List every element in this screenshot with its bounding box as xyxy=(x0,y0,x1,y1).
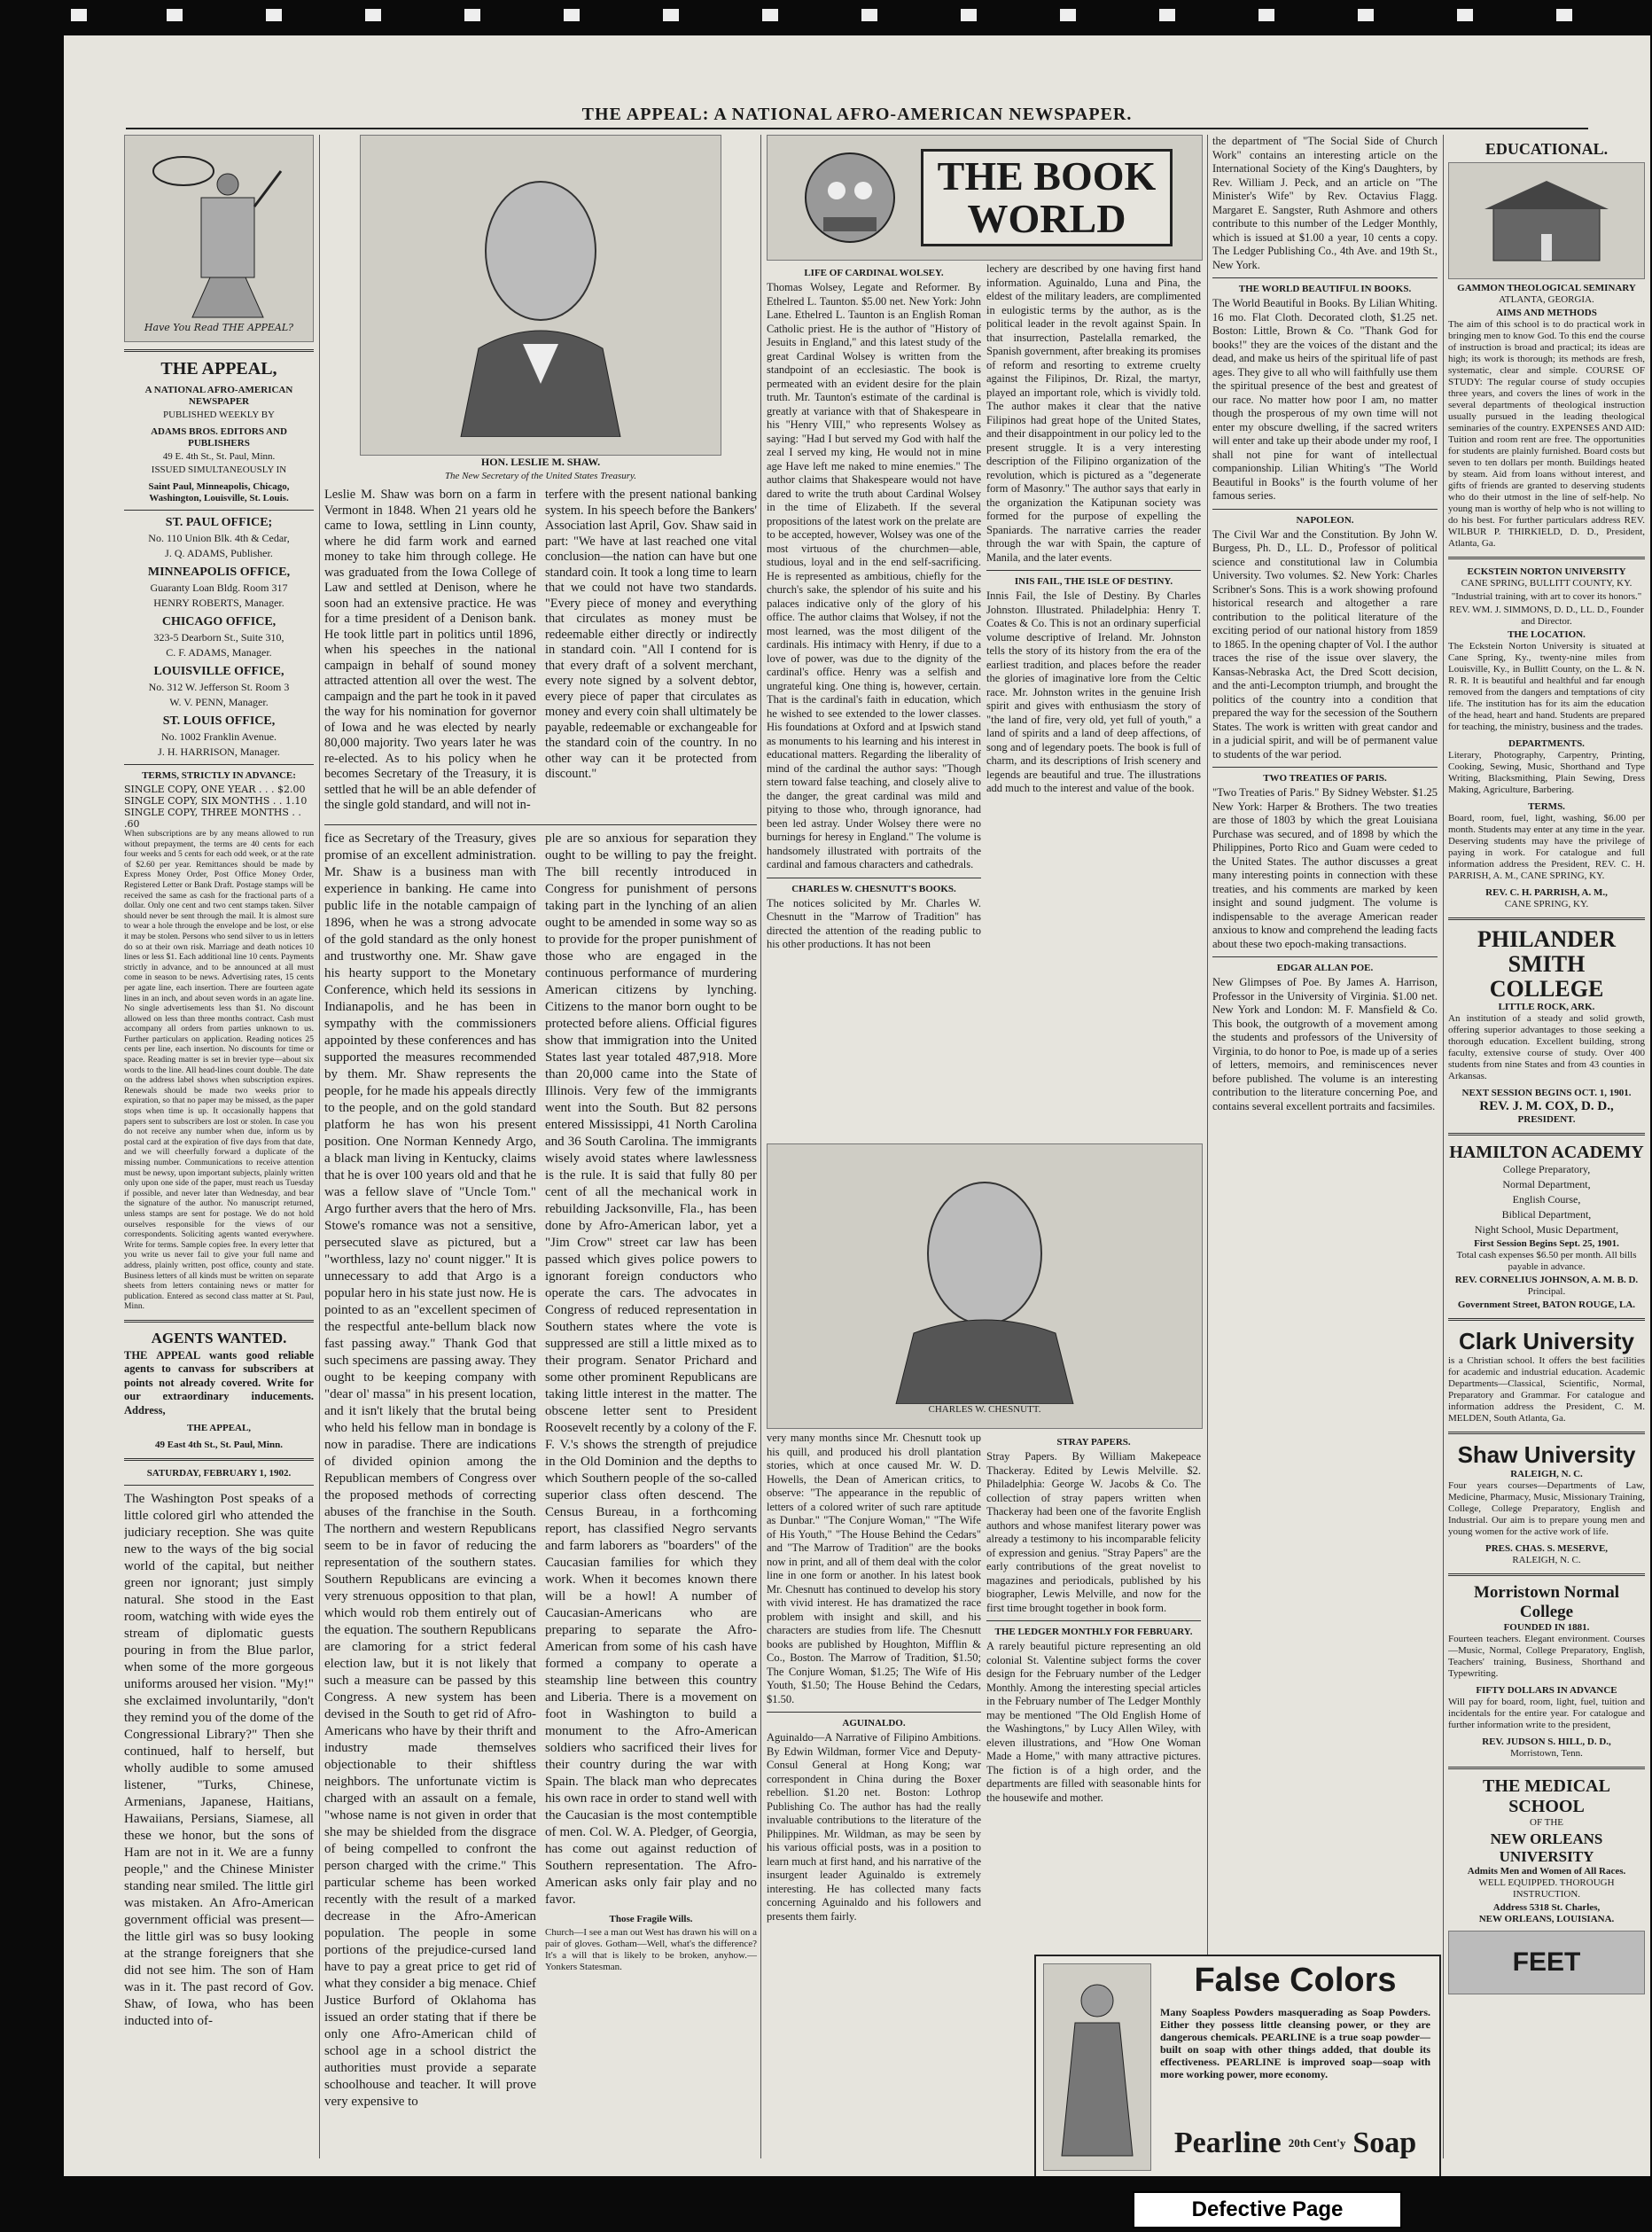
medical-city: NEW ORLEANS, LOUISIANA. xyxy=(1478,1914,1615,1924)
shaw-name: Shaw University xyxy=(1457,1441,1636,1468)
shaw-text: Four years courses—Departments of Law, Medicine, Pharmacy, Music, Missionary Training, College, College Preparatory, English and Industrial. Our aim is to prepare young men and young women for the active work of life. xyxy=(1448,1480,1645,1537)
world-beautiful-title: THE WORLD BEAUTIFUL IN BOOKS. xyxy=(1238,284,1412,294)
morristown-dollars: FIFTY DOLLARS IN ADVANCE xyxy=(1476,1685,1617,1696)
gammon-aims: AIMS AND METHODS xyxy=(1496,308,1597,318)
clark-name: Clark University xyxy=(1459,1328,1634,1354)
logo-banner: Have You Read THE APPEAL? xyxy=(144,321,294,333)
shaw-article-part-2: terfere with the present national banking system. In his speech before the Bankers' Association last April, Gov. Shaw said in part: "We have at last reached one vital conclusion—the nation can have but one standard coin. It took a long time to learn that we could not have two standards. "Every piece of money and everything that circulates as money must be redeemable either directly or indirectly in standard coin. "All I contend for is that every draft of a solvent merchant, every note signed by a solvent debtor, every piece of paper that circulates as money and every coin shall ultimately be payable, redeemable or exchangeable for the standard coin of the country. In no other way can it be protected from discount." xyxy=(545,488,757,781)
shaw-city: RALEIGH, N. C. xyxy=(1510,1469,1583,1479)
editorial-notes-right: ple are so anxious for separation they ought to be willing to pay the freight. The bill recently introduced in Congress for punishment of persons taking part in the lynching of an alien ought to be amended in some way so as to provide for the proper punishment of those who are engaged in the continuous performance of murdering American citizens by lynching. Citizens to the manor born ought to be protected before aliens. Official figures show that immigration into the United States last year totaled 487,918. More than 20,000 came into the State of Illinois. Very few of the immigrants went into the South. But 82 persons entered Mississippi, 41 North Carolina and 36 South Carolina. The immigrants wisely avoid states where lawlessness is the rule. It is said that fully 80 per cent of all the mechanical work in rebuilding Jacksonville, Fla., has been done by Afro-American labor, yet a "Jim Crow" street car law has been passed which gives police powers to ignorant foreign conductors who operate the cars. The advocates in Congress of reduced representation in Southern states where the vote is suppressed are still a little mixed as to their program. Senator Prichard and some other prominent Republicans are taking little interest in the matter. The obscene letter sent to President Roosevelt recently by a colony of the F. F. V.'s shows the strength of prejudice in the Old Dominion and the depths to which Southern people of the so-called superior class often descend. The Census Bureau, in a forthcoming report, has classified Negro servants and farm laborers as "boarders" of the Caucasian families for which they work. When it becomes known there will be a howl! A number of Caucasian-Americans who are preparing to separate the Afro-American from some of his cash have formed a company to operate a steamship line between this country and Liberia. There is a movement on foot in Washington to build a monument to the Afro-American soldiers who sacrificed their lives for their country during the war with Spain. The black man who deprecates his own race in order to stand well with the Caucasian is the most contemptible of men. Col. W. A. Pledger, of Georgia, has come out against reduction of Southern representation. The Afro-American asks only fair play and no favor. xyxy=(545,831,757,1907)
eckstein-departments-title: DEPARTMENTS. xyxy=(1508,738,1585,749)
agents-address-2: 49 East 4th St., St. Paul, Minn. xyxy=(155,1440,283,1451)
eckstein-ad xyxy=(1448,566,1645,910)
office-name: ST. LOUIS OFFICE, xyxy=(162,714,276,728)
eckstein-motto: "Industrial training, with art to cover its honors." xyxy=(1451,591,1642,602)
office-list xyxy=(124,516,314,759)
paris-treaties-title: TWO TREATIES OF PARIS. xyxy=(1263,773,1387,784)
wolsey-title: LIFE OF CARDINAL WOLSEY. xyxy=(804,268,944,278)
scan-top-edge xyxy=(64,0,1650,35)
eckstein-departments: Literary, Photography, Carpentry, Printing, Cooking, Sewing, Music, Shorthand and Type Writing, Blacksmithing, Plain Sewing, Dress Making, Agriculture, Barbering. xyxy=(1448,750,1645,795)
medical-university: NEW ORLEANS UNIVERSITY xyxy=(1490,1830,1603,1865)
aguinaldo-continued: lechery are described by one having first hand information. Aguinaldo, Luna and Pina, the eldest of the military leaders, are complimented in eulogistic terms by the author, as is the political leader in the revolt against Spain. In that insurrection, Pastelalla remarked, the Spanish government, after breaking its promises of reform and resorting to extreme cruelty against the Filipinos, Dr. Rizal, the martyr, played an important role, which is vividly told. The author makes it clear that the native Filipinos had great hope of the United States, and their disappointment in our policy led to the present struggle. It is a very interesting description of the Filipino organization of the revolution, which is pictured as a "degenerate form of Masonry." The author says that early in the organization the Katipunan society was formed for the purpose of expelling the Spaniards. The narrative carries the reader through the war with Spain, the capture of Manila, and the later events. xyxy=(986,262,1201,564)
issue-date: SATURDAY, FEBRUARY 1, 1902. xyxy=(146,1468,292,1479)
wolsey-review: Thomas Wolsey, Legate and Reformer. By Ethelred L. Taunton. $5.00 net. New York: John Lane. Ethelred L. Taunton is an English Roman Catholic priest. He is the author of "History of Jesuits in England," and this latest study of the great Cardinal Wolsey is written from the standpoint of an ecclesiastic. The book is permeated with an evident desire for the plain truth. Mr. Taunton's estimate of the cardinal is greatly at variance with that of Shakespeare in his "Henry VIII," who represents Wolsey as saying: "Had I but served my God with half the zeal I served my king, He would not in mine age Have left me naked to mine enemies." The author claims that Shakespeare would not have dared to write the truth about Cardinal Wolsey in the time of Elizabeth. If the several propositions of the latest work on the prelate are to be accepted, however, Wolsey was one of the most virtuous of the churchmen—able, studious, loyal and in the end self-sacrificing. He is represented as ambitious, chiefly for the church's sake, the splendor of his suite and his palaces indicative only of the glory of his office. The author claims that Wolsey, if not the most learned, was the most diligent of the cardinals. His intimacy with Henry, if due to a love of power, was due to the dignity of the cardinal's office. Henry was a selfish and ungrateful king. One thing is, however, certain. That is the cardinal's faith in education, which he wished to see extended to the lower classes. His foundations at Oxford and at Ipswich stand as monuments to his learning and his interest in educational matters. Regarding the liberality of mind of the cardinal the author says: "Though stern toward false teaching, and closely alive to the danger, the great cardinal was mild and pitying to those who, through ignorance, had been led astray. Under Wolsey there were no burnings for heresy in England." The volume is handsomely illustrated with portraits of the cardinal and famous characters and cathedrals. xyxy=(767,281,981,870)
fragile-wills-text: Church—I see a man out West has drawn his will on a pair of gloves. Gotham—Well, what's the difference? It's a will that is likely to be broken, anyhow.—Yonkers Statesman. xyxy=(545,1926,757,1972)
philander-president: REV. J. M. COX, D. D., xyxy=(1479,1099,1614,1113)
shaw-president-place: RALEIGH, N. C. xyxy=(1512,1555,1581,1565)
pearline-copy: Many Soapless Powders masquerading as Soap Powders. Either they possess little cleansing power, or they are dangerous chemicals. PEARLINE is a true soap powder—built on soap with other things added, that double its effectiveness. PEARLINE is improved soap—soap with more working power, more economy. xyxy=(1160,2006,1430,2080)
editorial-notes-left: fice as Secretary of the Treasury, gives promise of an excellent administration. Mr. Shaw is a business man with experience in banking. He came into public life in the notable campaign of 1896, when he was a strong advocate of the gold standard as the only honest and trustworthy one. Mr. Shaw gave his hearty support to the Monetary Conference, which held its sessions in Indianapolis, and he has been in sympathy with the commissioners appointed by these conferences and has supported the measures recommended by them. Mr. Shaw represents the people, for he made his appeals directly to the people, and on the gold standard platform he has won his present position. One Norman Kennedy Argo, a black man living in Kentucky, claims that he is over 100 years old and that he was a fellow slave of "Uncle Tom." Argo further avers that the hero of Mrs. Stowe's romance was not a sensitive, persecuted slave as pictured, but a "worthless, lazy no' count nigger." It is unnecessary to add that Argo is a popular hero in his state just now. He is pointed to as an "excellent specimen of the respectful ante-bellum black now fast passing away." Thank God that such specimens are passing away. They ought to be keeping company with "dear ol' massa" in his present location, and it isn't likely that the brutal being who held his fellow man in bondage is now in paradise. There are indications of divided opinion among the Republican members of Congress over the proposed methods of correcting abuses of the franchise in the South. The northern and western Republicans seem to be in favor of reducing the representation of the southern states. Southern Republicans are evincing a very strenuous opposition to that plan, which would rob them entirely out of the equation. The southern Republicans are clamoring for a strict federal election law, but it is not likely that such a measure can be passed by this Congress. A new system has been devised in the South to get rid of Afro-Americans who have by their thrift and industry made themselves objectionable to their shiftless neighbors. The unfortunate victim is charged with an assault on a female, "whose name is not given in order that she may be shielded from the disgrace of being compelled to confront the person charged with the crime." This particular scheme has been worked recently with the result of a marked decrease in the Afro-American population. The people in some portions of the prejudice-cursed land have to pay a great price to get rid of what they consider a big menace. Chief Justice Burford of Oklahoma has issued an order stating that if there be only one Afro-American child of school age in a school district the authorities must provide a separate schoolhouse and teacher. It will prove very expensive to xyxy=(324,831,536,2109)
feet-ad-text: FEET xyxy=(1512,1947,1581,1977)
column-divider xyxy=(1207,135,1208,2158)
publisher-address: 49 E. 4th St., St. Paul, Minn. xyxy=(162,451,276,462)
philander-name-1: PHILANDER SMITH xyxy=(1477,926,1616,977)
medical-address: Address 5318 St. Charles, xyxy=(1492,1902,1601,1913)
office-address: No. 1002 Franklin Avenue. xyxy=(160,730,277,743)
book-world-title-1: THE BOOK xyxy=(937,153,1157,199)
paris-treaties-review: "Two Treaties of Paris." By Sidney Webster. $1.25 New York: Harper & Brothers. The two treaties are those of 1803 by which the great Louisiana Purchase was secured, and of 1898 by which the Philippines, Porto Rico and Guam were ceded to the United States. The author discusses a great many interesting points in connection with these treaties, and his comments are marked by keen insight and sound judgment. The volume is indispensable to the average American reader anxious to know and comprehend the leading facts about these two epoch-making transactions. xyxy=(1212,786,1438,950)
terms-text: When subscriptions are by any means allowed to run without prepayment, the terms are 40 cents for each four weeks and 5 cents for each odd week, or at the rate of $2.60 per year. Remittances should be made by Express Money Order, Post Office Money Order, Registered Letter or Bank Draft. Postage stamps will be received the same as cash for the fractional parts of a dollar. Only one cent and two cent stamps taken. Silver should never be sent through the mail. It is almost sure to wear a hole through the envelope and be lost, or else it may be stolen. Persons who send silver to us in letters do so at their own risk. Marriage and death notices 10 lines or less $1. Each additional line 10 cents. Payments strictly in advance, and to be announced at all must come in season to be news. Advertising rates, 15 cents per agate line, each insertion. There are fourteen agate lines in an inch, and about seven words in an agate line. No single advertisements less than $1. No discount allowed on less than three months contract. Cash must accompany all orders from parties unknown to us. Further particulars on application. Reading notices 25 cents per line, each insertion. No discounts for time or space. Reading matter is set in brevier type—about six words to the line. All head-lines count double. The date on the address label shows when subscription expires. Renewals should be made two weeks prior to expiration, so that no paper may be missed, as the paper stops when time is up. It occasionally happens that papers sent to subscribers are lost or stolen. In case you do not receive any number when due, inform us by postal card at the expiration of five days from that date, and we will cheerfully forward a duplicate of the missing number. Communications to receive attention must be newsy, upon important subjects, plainly written only upon one side of the paper, must reach us Tuesday if possible, and never later than Wednesday, and bear the signature of the author. No manuscript returned, unless stamps are sent for postage. We do not hold ourselves responsible for the views of our correspondents. Soliciting agents wanted everywhere. Write for terms. Sample copies free. In every letter that you write us never fail to give your full name and address, plainly written, post office, county and state. Business letters of all kinds must be written on separate sheets from letters containing news or matter for publication. Entered as second class matter at St. Paul, Minn. xyxy=(124,830,314,1312)
hamilton-course: Biblical Department, xyxy=(1501,1208,1592,1221)
office-manager: W. V. PENN, Manager. xyxy=(169,696,269,708)
hamilton-term: First Session Begins Sept. 25, 1901. xyxy=(1474,1238,1619,1249)
clark-university-ad xyxy=(1448,1328,1645,1424)
pearline-soap-ad xyxy=(1034,1955,1441,2176)
innis-fail-title: INIS FAIL, THE ISLE OF DESTINY. xyxy=(1014,576,1173,587)
office-name: LOUISVILLE OFFICE, xyxy=(153,665,284,678)
masthead-rule xyxy=(126,128,1588,129)
office-manager: HENRY ROBERTS, Manager. xyxy=(153,597,284,609)
hamilton-course: College Preparatory, xyxy=(1502,1163,1591,1175)
book-world-header xyxy=(767,135,1203,261)
terms-line: SINGLE COPY, SIX MONTHS . . 1.10 xyxy=(124,795,308,807)
morristown-address: Morristown, Tenn. xyxy=(1510,1748,1583,1759)
terms-line: SINGLE COPY, THREE MONTHS . . .60 xyxy=(124,807,301,830)
portrait-icon xyxy=(443,153,638,437)
gammon-name: GAMMON THEOLOGICAL SEMINARY xyxy=(1457,283,1636,293)
philander-smith-ad xyxy=(1448,927,1645,1126)
book-world-title-2: WORLD xyxy=(967,196,1126,241)
office-manager: C. F. ADAMS, Manager. xyxy=(166,646,272,659)
educational-header: EDUCATIONAL. xyxy=(1484,140,1609,158)
chesnutt-review-continued: very many months since Mr. Chesnutt took up his quill, and produced his droll plantation stories, which at once caused Mr. W. D. Howells, the Dean of American critics, to observe: "The appearance in the republic of letters of a colored writer of such rare aptitude as Dunbar." "The Conjure Woman," "The Wife of His Youth," "The House Behind the Cedars" and "The Marrow of Tradition" are the books now in print, and all of them deal with the color line in one form or another. In his latest book Mr. Chesnutt has continued to develop his story with vivid interest. He has dramatized the race problem with insight and skill, and his characters are studies from life. The Chesnutt books are published by Houghton, Mifflin & Co., Boston. The Marrow of Tradition, $1.50; The Conjure Woman, $1.25; The Wife of His Youth, $1.50; The House Behind the Cedars, $1.50. xyxy=(767,1432,981,1705)
pearline-brand-line xyxy=(1160,2127,1430,2160)
office-manager: J. H. HARRISON, Manager. xyxy=(158,745,280,758)
civil-war-review: The Civil War and the Constitution. By John W. Burgess, Ph. D., LL. D., Professor of political science and constitutional law in Columbia University. Two volumes. $2. New York: Charles Scribner's Sons. This is a work showing profound historical research and altogether a rare contribution to the political literature of the exciting period of our national history from 1859 to 1865. In the opening chapter of Vol. I the author traces the rise of the issue over slavery, the Kansas-Nebraska Act, the Dred Scott decision, and the anti-Lecompton triumph, and brought the politics of the country into a condition that prepared the way for the secession of the Southern States. The work is written with great candor and in a judicial spirit, and will be of permanent value to students of the war period. xyxy=(1212,527,1438,761)
philander-name-2: COLLEGE xyxy=(1489,976,1604,1002)
philander-text: An institution of a steady and solid growth, offering superior advantages to those seeking a thorough education. Excellent building, strong faculty, extensive course of study. Over 400 students from nine States and from 43 counties in Arkansas. xyxy=(1448,1013,1645,1081)
innis-fail-review: Innis Fail, the Isle of Destiny. By Charles Johnston. Illustrated. Philadelphia: Henry T. Coates & Co. This is not an ordinary superficial volume descriptive of Ireland. Mr. Johnston tells the story of its history from the era of the earliest tradition, and places before the reader the glories of imaginative lore from the Celtic race. Mr. Johnston writes in the genuine Irish spirit and gives with enthusiasm the story of "the land of fire, very old, yet full of youth," a land of spirits and a land of deep affections, of song and of legendary poets. The book is full of charm, and its descriptions of Irish scenery and legends are beautiful and true. The illustrations add much to the interest and value of the book. xyxy=(986,589,1201,794)
agents-address-1: THE APPEAL, xyxy=(186,1423,252,1434)
pearline-figure xyxy=(1043,1963,1151,2171)
hamilton-course: Night School, Music Department, xyxy=(1474,1223,1619,1236)
pearline-century: 20th Cent'y xyxy=(1288,2136,1346,2150)
false-colors-title: False Colors xyxy=(1194,1962,1397,1999)
aguinaldo-review: Aguinaldo—A Narrative of Filipino Ambitions. By Edwin Wildman, former Vice and Deputy-Consul General at Hong Kong; war correspondent in China during the Boxer rebellion. $1.20 net. Boston: Lothrop Publishing Co. The author has had the really invaluable contributions to the literature of the Philippines. Mr. Wildman, as may be seen by his various official posts, was in a position to learn much at first hand, and his narrative of the insurgent leader Aguinaldo is extremely interesting. He has collected many facts concerning Aguinaldo and his followers and presents them fairly. xyxy=(767,1731,981,1923)
ledger-review: A rarely beautiful picture representing an old colonial St. Valentine subject forms the cover design for the February number of the Ledger Monthly. Among the interesting special articles in the February number of The Ledger Monthly may be mentioned "The Old English Home of the Washingtons," by Lucy Allen Wiley, with eleven illustrations, and "How One Woman Made a Home," with many attractive pictures. The fiction is of a high order, and the departments are filled with seasonable hints for the housewife and mother. xyxy=(986,1640,1201,1804)
shaw-president: PRES. CHAS. S. MESERVE, xyxy=(1484,1543,1609,1554)
fragile-wills-title: Those Fragile Wills. xyxy=(609,1913,693,1924)
office-manager: J. Q. ADAMS, Publisher. xyxy=(165,547,273,559)
page-masthead: THE APPEAL: A NATIONAL AFRO-AMERICAN NEWSPAPER. xyxy=(581,105,1133,124)
column-divider xyxy=(1443,135,1444,2158)
portrait-caption-name: HON. LESLIE M. SHAW. xyxy=(480,456,601,468)
column-book-world-lower-left xyxy=(767,1432,981,2167)
issued-cities: Saint Paul, Minneapolis, Chicago, Washington, Louisville, St. Louis. xyxy=(148,481,290,503)
column-editorial xyxy=(324,135,757,2165)
ledger-continued: the department of "The Social Side of Church Work" contains an interesting article on the International Society of the King's Daughters, by Rev. William J. Peck, and an article on "The Minister's Wife" by Rev. Octavius Flagg. Margaret E. Sangster, Ruth Ashmore and others contribute to this number of the Ledger Monthly, which is issued at $1.00 a year, 10 cents a copy. The Ledger Publishing Co., 4th Ave. and 19th St., New York. xyxy=(1212,135,1438,271)
eckstein-location-title: THE LOCATION. xyxy=(1508,629,1586,640)
gammon-city: ATLANTA, GEORGIA. xyxy=(1499,294,1594,305)
gammon-building-illustration xyxy=(1448,162,1645,279)
medical-school-ad xyxy=(1448,1776,1645,1925)
publishers: ADAMS BROS. EDITORS AND PUBLISHERS xyxy=(151,426,287,449)
poe-title: EDGAR ALLAN POE. xyxy=(1276,963,1374,973)
hamilton-course: English Course, xyxy=(1512,1193,1581,1206)
portrait-icon xyxy=(869,1156,1100,1404)
medical-title: THE MEDICAL SCHOOL xyxy=(1483,1776,1610,1816)
newspaper-page xyxy=(64,35,1650,2176)
office-name: CHICAGO OFFICE, xyxy=(161,615,277,628)
napoleon-title: NAPOLEON. xyxy=(1296,514,1354,526)
gammon-text: The aim of this school is to do practical work in bringing men to know God. To this end the course of instruction is broad and practical; its ideas are high; its work is thorough; its methods are fresh, systematic, clear and simple. COURSE OF STUDY: The regular course of study occupies three years, and covers the lines of work in the several departments of theological instruction usually pursued in the leading theological seminaries of the country. EXPENSES AND AID: Tuition and room rent are free. The opportunities for students are plainly furnished. Board costs but seven to ten dollars per month. Buildings heated by steam. Aid from loans without interest, and gifts of friends are granted to deserving students who do their utmost in the line of self-help. No young man is worthy of help who is not willing to do his best. For further particulars address REV. WILBUR P. THIRKIELD, D. D., President, Atlanta, Ga. xyxy=(1448,319,1645,549)
medical-sub: Admits Men and Women of All Races. xyxy=(1467,1866,1626,1877)
philander-city: LITTLE ROCK, ARK. xyxy=(1498,1002,1595,1012)
office-name: ST. PAUL OFFICE; xyxy=(165,516,273,529)
portrait-leslie-shaw xyxy=(360,135,721,456)
stray-papers-review: Stray Papers. By William Makepeace Thackeray. Edited by Lewis Melville. $2. Philadelphia: George W. Jacobs & Co. The collection of stray papers written when Thackeray had been one of the favorite English authors and whose manifest literary power was already a testimony to his incomparable felicity of expression and genius. "Stray Papers" are the early contributions of the great novelist to magazines and periodicals, published by his biographer, Lewis Melville, and now for the first time brought together in book form. xyxy=(986,1450,1201,1614)
eckstein-signature-place: CANE SPRING, KY. xyxy=(1504,899,1589,909)
owl-book-icon xyxy=(797,144,903,251)
feet-ad xyxy=(1448,1931,1645,1994)
lady-liberty-icon xyxy=(148,144,290,322)
agents-title: AGENTS WANTED. xyxy=(151,1329,287,1346)
gammon-ad xyxy=(1448,140,1645,550)
chesnutt-review: The notices solicited by Mr. Charles W. Chesnutt in the "Marrow of Tradition" has directed the attention of the reading public to his other productions. It has not been xyxy=(767,896,981,950)
poe-review: New Glimpses of Poe. By James A. Harrison, Professor in the University of Virginia. $1.00 net. New York and London: M. F. Mansfield & Co. This book, the outgrowth of a movement among the students and professors of the University of Virginia, to do honor to Poe, is made up of a series of letters, memoirs, and reminiscences never before published. The volume is an interesting contribution to the literature concerning Poe, and contains several excellent portraits and facsimiles. xyxy=(1212,976,1438,1112)
terms-title: TERMS, STRICTLY IN ADVANCE: xyxy=(142,770,296,781)
hamilton-academy-ad xyxy=(1448,1143,1645,1311)
eckstein-signature: REV. C. H. PARRISH, A. M., xyxy=(1485,887,1608,898)
column-book-world-right xyxy=(986,262,1201,1140)
office-address: Guaranty Loan Bldg. Room 317 xyxy=(150,581,288,594)
morristown-pay: Will pay for board, room, light, fuel, tuition and incidentals for the entire year. For catalogue and further information write to the president, xyxy=(1448,1697,1645,1730)
pearline-brand: Pearline xyxy=(1173,2127,1282,2159)
office-address: No. 312 W. Jefferson St. Room 3 xyxy=(148,681,290,693)
hamilton-principal: REV. CORNELIUS JOHNSON, A. M. B. D. xyxy=(1454,1275,1639,1285)
paper-subtitle: A NATIONAL AFRO-AMERICAN NEWSPAPER xyxy=(144,385,293,407)
ledger-title: THE LEDGER MONTHLY FOR FEBRUARY. xyxy=(994,1627,1193,1637)
shaw-article-part-1: Leslie M. Shaw was born on a farm in Vermont in 1848. When 21 years old he came to Iowa, settling in Linn county, where he did farm work and earned money to take him through college. He was graduated from the Iowa College of Law and settled at Denison, where he soon had an extensive practice. He was for a time president of a Denison bank. He took little part in politics until 1896, when his speeches in the national campaign in behalf of sound money attracted attention all over the west. The campaign and the part he took in it paved the way for his nomination for governor of Iowa and he was elected by nearly 80,000 majority. Two years later he was re-elected. As to his policy when he becomes Secretary of the Treasury, it is settled that he will be an able defender of the single gold standard, and will not in- xyxy=(324,488,536,812)
lady-figure-icon xyxy=(1053,1974,1142,2160)
medical-equipment: WELL EQUIPPED. THOROUGH INSTRUCTION. xyxy=(1478,1877,1615,1900)
portrait-caption-sub: The New Secretary of the United States Treasury. xyxy=(444,471,637,481)
medical-of: OF THE xyxy=(1530,1817,1563,1828)
eckstein-sub: CANE SPRING, BULLITT COUNTY, KY. xyxy=(1461,578,1633,589)
terms-line: SINGLE COPY, ONE YEAR . . . $2.00 xyxy=(124,784,306,795)
world-beautiful-review: The World Beautiful in Books. By Lilian Whiting. 16 mo. Flat Cloth. Decorated cloth, $1.25 net. Boston: Little, Brown & Co. "Thank God for books!" they are the voices of the distant and the dead, and make us heirs of the spiritual life of past ages. They give to all who will faithfully use them the spiritual presence of the best and greatest of our race. No matter how poor I am, no matter though the prosperous of my own time will not enter my obscure dwelling, if the sacred writers will enter and take up their abode under my roof, I shall not pine for want of intellectual companionship. Lilian Whiting's "The World Beautiful in Books" is the fourth volume of her famous series. xyxy=(1212,297,1438,502)
column-divider xyxy=(760,135,761,2158)
office-address: 323-5 Dearborn St., Suite 310, xyxy=(153,631,284,644)
pearline-soap: Soap xyxy=(1352,2127,1417,2159)
portrait-charles-chesnutt xyxy=(767,1143,1203,1429)
morristown-text: Fourteen teachers. Elegant environment. Courses—Music, Normal, College Preparatory, English, Teachers' training, Business, Shorthand and Typewriting. xyxy=(1448,1634,1645,1679)
agents-text: THE APPEAL wants good reliable agents to canvass for subscribers at points not already covered. Write for our extraordinary inducements. Address, xyxy=(124,1348,314,1416)
stray-papers-title: STRAY PAPERS. xyxy=(1056,1437,1131,1448)
issued-label: ISSUED SIMULTANEOUSLY IN xyxy=(151,464,287,475)
column-divider xyxy=(319,135,320,2158)
building-icon xyxy=(1467,172,1626,269)
appeal-logo xyxy=(124,135,314,342)
office-name: MINNEAPOLIS OFFICE, xyxy=(147,566,291,579)
editorial-article: The Washington Post speaks of a little colored girl who attended the judiciary reception. She was quite new to the ways of the big social world of the capital, but neither green nor ignorant; just simply natural. She stood in the East room, watching with wide eyes the stream of diplomatic guests pouring in from the Blue parlor, when some of the more gorgeous uniforms aroused her vision. "My!" she exclaimed involuntarily, "don't they remind you of the dome of the Congressional Library?" Then she continued, half to herself, but wholly audible to some amused listener, "Turks, Chinese, Armenians, Japanese, Haitians, Hawaiians, Persians, Siamese, all these we honor, but the sons of Ham are not in it. We are a funny people," and the Chinese Minister standing near smiled. The little girl was mistaken. An Afro-American government official was present—the little girl was so busy looking at the strange foreigners that she did not see him. The son of Ham was in it. The past record of Gov. Shaw, of Iowa, who has been inducted into of- xyxy=(124,1492,314,2029)
morristown-ad xyxy=(1448,1583,1645,1760)
chesnutt-caption: CHARLES W. CHESNUTT. xyxy=(928,1403,1041,1415)
eckstein-terms-title: TERMS. xyxy=(1528,801,1565,812)
hamilton-cost: Total cash expenses $6.50 per month. All bills payable in advance. xyxy=(1456,1250,1637,1272)
aguinaldo-title: AGUINALDO. xyxy=(842,1718,906,1729)
office-address: No. 110 Union Blk. 4th & Cedar, xyxy=(148,532,290,544)
column-book-world-far-right xyxy=(1212,135,1438,1952)
published-label: PUBLISHED WEEKLY BY xyxy=(162,410,275,420)
eckstein-name: ECKSTEIN NORTON UNIVERSITY xyxy=(1467,566,1626,577)
eckstein-founder: REV. WM. J. SIMMONS, D. D., LL. D., Founder and Director. xyxy=(1449,605,1644,627)
morristown-name: Morristown Normal College xyxy=(1473,1583,1620,1621)
column-educational-ads xyxy=(1448,135,1645,2169)
philander-session: NEXT SESSION BEGINS OCT. 1, 1901. xyxy=(1461,1088,1632,1098)
defective-page-stamp: Defective Page xyxy=(1133,2191,1402,2228)
morristown-president: REV. JUDSON S. HILL, D. D., xyxy=(1482,1736,1611,1747)
philander-president-title: PRESIDENT. xyxy=(1517,1114,1576,1125)
column-masthead-info xyxy=(124,135,314,2165)
hamilton-name: HAMILTON ACADEMY xyxy=(1449,1143,1644,1162)
morristown-founded: FOUNDED IN 1881. xyxy=(1503,1622,1590,1633)
hamilton-address: Government Street, BATON ROUGE, LA. xyxy=(1457,1299,1636,1310)
chesnutt-title: CHARLES W. CHESNUTT'S BOOKS. xyxy=(791,883,956,894)
clark-text: is a Christian school. It offers the best facilities for academic and industrial education. Academic Departments—Classical, Scientific, Normal, Preparatory and Grammar. For catalogue and information address the President, C. M. MELDEN, South Atlanta, Ga. xyxy=(1448,1355,1645,1424)
eckstein-text: The Eckstein Norton University is situated at Cane Spring, Ky., twenty-nine miles from Louisville, Ky., in Bullitt County, on the L. & N. R. R. It is beautiful and healthful and far enough removed from the dangers and temptations of city life. The institution has for its aim the education of the head, heart and hand. Students are prepared for teaching, the ministry, business and the trades. xyxy=(1448,641,1645,732)
paper-title: THE APPEAL, xyxy=(160,359,277,379)
column-book-world-lower-right xyxy=(986,1432,1201,1955)
hamilton-course: Normal Department, xyxy=(1502,1178,1591,1190)
hamilton-principal-title: Principal. xyxy=(1527,1286,1566,1297)
eckstein-terms-text: Board, room, fuel, light, washing, $6.00 per month. Students may enter at any time in the year. Deserving students may have the privilege of paying in work. For catalogue and full information address the President, REV. C. H. PARRISH, A. M., CANE SPRING, KY. xyxy=(1448,813,1645,881)
shaw-university-ad xyxy=(1448,1441,1645,1566)
